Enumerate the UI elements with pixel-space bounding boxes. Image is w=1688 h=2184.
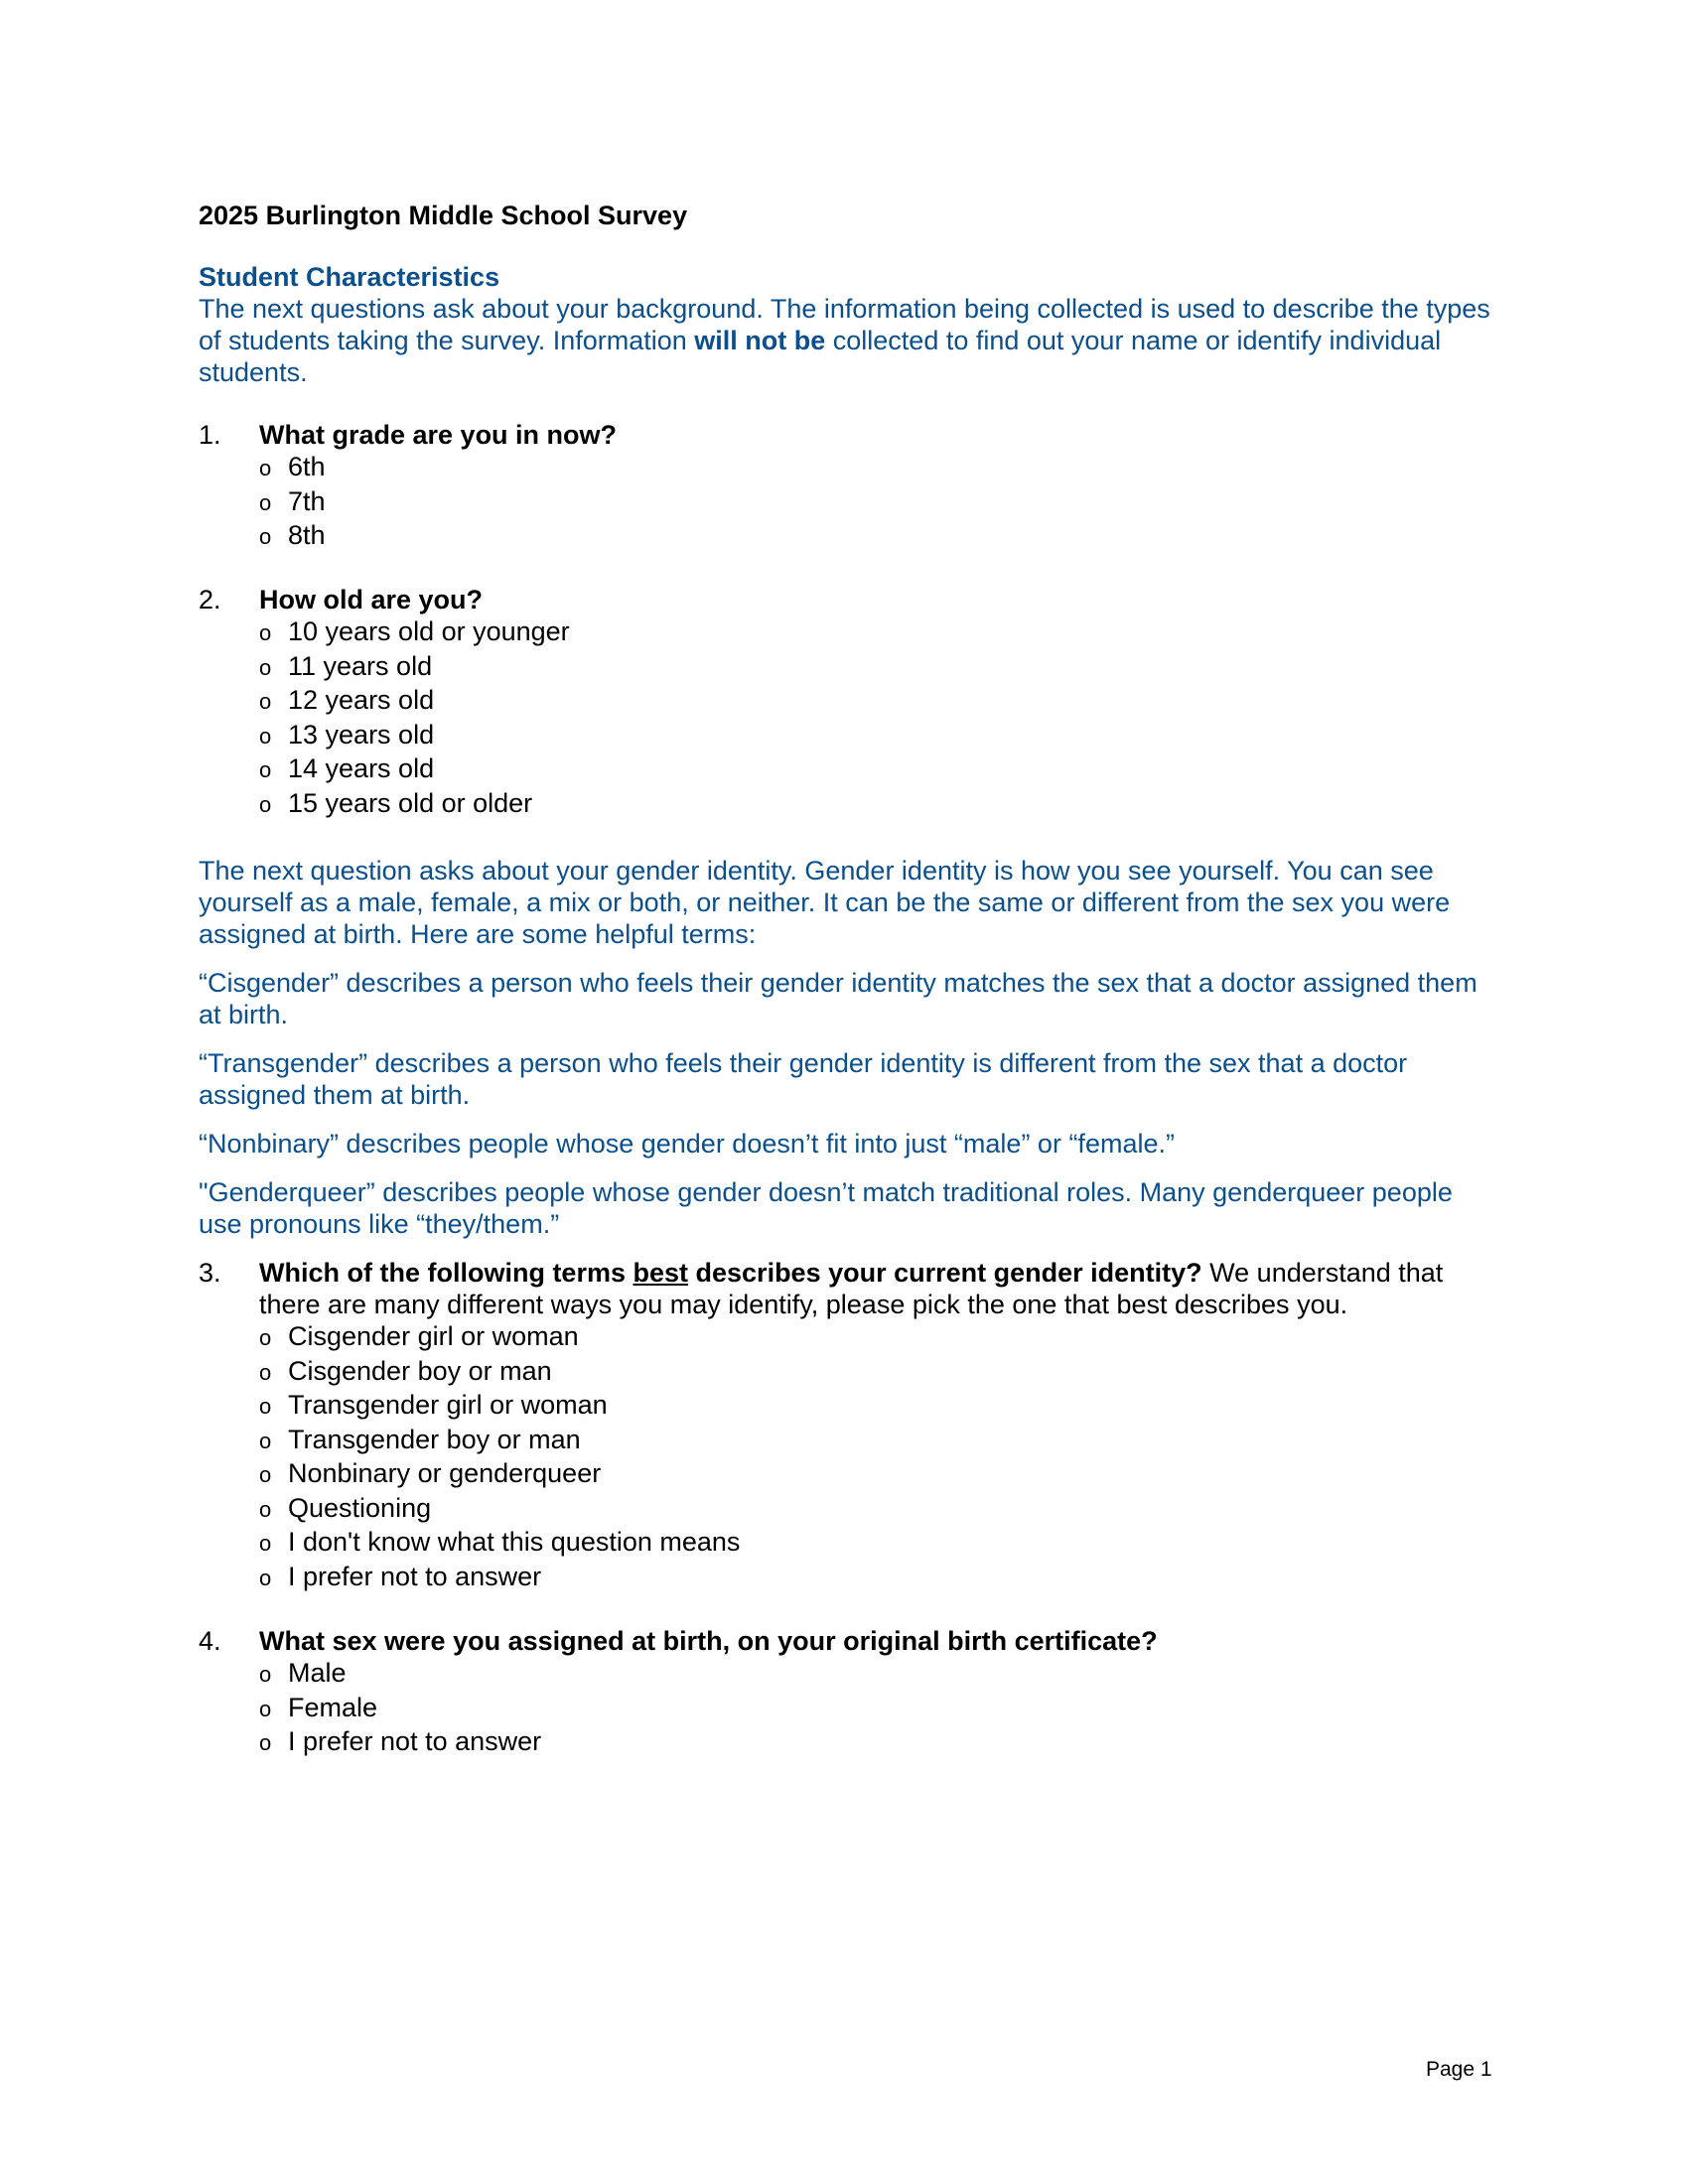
answer-option[interactable] xyxy=(259,752,1500,787)
question-instructions: We understand that there are many different ways you may identify, please pick the one that best describes you. xyxy=(259,1258,1444,1319)
option-label: Male xyxy=(288,1658,347,1688)
radio-circle-icon[interactable]: o xyxy=(259,723,272,749)
question-number: 4. xyxy=(199,1626,221,1656)
definition-cisgender: “Cisgender” describes a person who feels their gender identity matches the sex that a doctor assigned them at birth. xyxy=(199,968,1477,1029)
answer-option[interactable] xyxy=(259,1526,1500,1561)
option-label: 8th xyxy=(288,520,326,550)
option-label: 12 years old xyxy=(288,685,435,715)
answer-option[interactable] xyxy=(259,1424,1500,1458)
question-prompt-end: describes your current gender identity? xyxy=(688,1258,1202,1288)
question-prompt: What grade are you in now? xyxy=(259,420,618,450)
option-label: Transgender girl or woman xyxy=(288,1390,608,1420)
section-heading: Student Characteristics xyxy=(199,262,500,292)
option-label: Questioning xyxy=(288,1492,432,1523)
answer-option[interactable] xyxy=(259,1457,1500,1492)
underlined-emphasis: best xyxy=(633,1258,689,1288)
answer-option[interactable] xyxy=(259,650,1500,685)
radio-circle-icon[interactable]: o xyxy=(259,757,272,782)
question-prompt: What sex were you assigned at birth, on your original birth certificate? xyxy=(259,1626,1158,1656)
section-intro xyxy=(199,293,1499,388)
answer-option[interactable] xyxy=(259,615,1500,650)
option-label: I don't know what this question means xyxy=(288,1527,741,1557)
answer-option[interactable] xyxy=(259,519,1500,554)
question-number: 2. xyxy=(199,585,221,614)
option-label: 14 years old xyxy=(288,753,435,783)
answer-option[interactable] xyxy=(259,787,1500,822)
section-intro-text: The next questions ask about your background. The information being collected is used to describe the types of students taking the survey. Information xyxy=(199,294,1490,355)
radio-circle-icon[interactable]: o xyxy=(259,524,272,549)
answer-option[interactable] xyxy=(259,719,1500,753)
answer-options xyxy=(259,615,1500,821)
option-label: Female xyxy=(288,1692,378,1722)
question-prompt: Which of the following terms xyxy=(259,1258,633,1288)
radio-circle-icon[interactable]: o xyxy=(259,1394,272,1419)
radio-circle-icon[interactable]: o xyxy=(259,1662,272,1687)
answer-option[interactable] xyxy=(259,1561,1500,1595)
question-text xyxy=(259,584,1500,615)
radio-circle-icon[interactable]: o xyxy=(259,1696,272,1721)
radio-circle-icon[interactable]: o xyxy=(259,489,272,515)
answer-options xyxy=(259,1657,1500,1760)
question-text xyxy=(259,419,1500,451)
radio-circle-icon[interactable]: o xyxy=(259,1428,272,1453)
question-text xyxy=(259,1625,1500,1657)
answer-option[interactable] xyxy=(259,451,1500,485)
option-label: Cisgender girl or woman xyxy=(288,1321,579,1351)
answer-option[interactable] xyxy=(259,684,1500,719)
question-prompt: How old are you? xyxy=(259,585,484,614)
radio-circle-icon[interactable]: o xyxy=(259,456,272,480)
section-intro-emphasis: will not be xyxy=(694,326,826,355)
section-intro-text-end: collected to find out your name or identify individual students. xyxy=(199,326,1442,387)
option-label: 11 years old xyxy=(288,650,433,681)
definition-nonbinary: “Nonbinary” describes people whose gender doesn’t fit into just “male” or “female.” xyxy=(199,1129,1175,1159)
question-number: 1. xyxy=(199,420,221,450)
question-number: 3. xyxy=(199,1258,221,1288)
radio-circle-icon[interactable]: o xyxy=(259,620,272,645)
radio-circle-icon[interactable]: o xyxy=(259,1730,272,1755)
definition-transgender: “Transgender” describes a person who feels their gender identity is different from the sex that a doctor assigned them at birth. xyxy=(199,1048,1408,1110)
answer-option[interactable] xyxy=(259,1492,1500,1527)
radio-circle-icon[interactable]: o xyxy=(259,791,272,817)
option-label: 10 years old or younger xyxy=(288,616,570,646)
answer-option[interactable] xyxy=(259,1725,1500,1760)
option-label: Nonbinary or genderqueer xyxy=(288,1458,602,1488)
answer-options xyxy=(259,451,1500,554)
page-number: Page 1 xyxy=(1426,2058,1492,2081)
option-label: I prefer not to answer xyxy=(288,1726,542,1756)
answer-option[interactable] xyxy=(259,1320,1500,1355)
radio-circle-icon[interactable]: o xyxy=(259,1565,272,1590)
option-label: Cisgender boy or man xyxy=(288,1355,552,1386)
question-text xyxy=(259,1257,1500,1320)
radio-circle-icon[interactable]: o xyxy=(259,1325,272,1350)
answer-option[interactable] xyxy=(259,1389,1500,1424)
option-label: 7th xyxy=(288,485,326,516)
radio-circle-icon[interactable]: o xyxy=(259,689,272,714)
answer-option[interactable] xyxy=(259,1657,1500,1692)
radio-circle-icon[interactable]: o xyxy=(259,1531,272,1556)
option-label: 15 years old or older xyxy=(288,787,533,818)
radio-circle-icon[interactable]: o xyxy=(259,1359,272,1385)
gender-info-intro: The next question asks about your gender identity. Gender identity is how you see yourself. You can see yourself as a male, female, a mix or both, or neither. It can be the same or different from the sex you were assigned at birth. Here are some helpful terms: xyxy=(199,856,1451,949)
option-label: Transgender boy or man xyxy=(288,1424,581,1454)
radio-circle-icon[interactable]: o xyxy=(259,1496,272,1522)
answer-option[interactable] xyxy=(259,1355,1500,1390)
radio-circle-icon[interactable]: o xyxy=(259,1462,272,1487)
option-label: 13 years old xyxy=(288,719,435,750)
option-label: I prefer not to answer xyxy=(288,1561,542,1591)
answer-option[interactable] xyxy=(259,485,1500,520)
answer-option[interactable] xyxy=(259,1692,1500,1726)
option-label: 6th xyxy=(288,452,326,481)
radio-circle-icon[interactable]: o xyxy=(259,654,272,680)
answer-options xyxy=(259,1320,1500,1594)
document-title: 2025 Burlington Middle School Survey xyxy=(199,201,688,230)
definition-genderqueer: "Genderqueer” describes people whose gender doesn’t match traditional roles. Many genderqueer people use pronouns like “they/them.” xyxy=(199,1177,1453,1239)
